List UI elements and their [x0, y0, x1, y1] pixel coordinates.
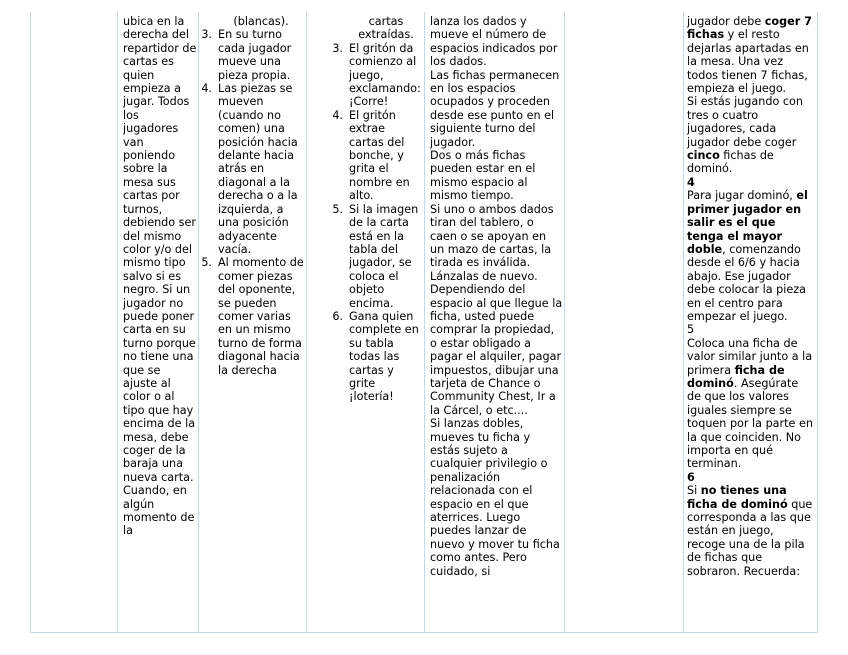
domino-paragraph — [687, 95, 815, 175]
monopoly-paragraph: Dos o más fichas pueden estar en el mismo espacio al mismo tiempo. — [430, 149, 536, 203]
list-number: 5. — [332, 202, 343, 216]
column-divider — [117, 12, 118, 632]
list-item — [332, 309, 423, 404]
column-divider — [564, 12, 565, 632]
list-item — [332, 41, 423, 109]
list-item-text: En su turno cada jugador mueve una pieza propia. — [218, 28, 292, 82]
checkers-continuation: (blancas). — [233, 15, 289, 28]
monopoly-paragraph: lanza los dados y mueve el número de espacios indicados por los dados. — [430, 15, 558, 69]
domino-rules-cell — [687, 15, 815, 578]
list-item — [332, 108, 423, 203]
list-item-text: Al momento de comer piezas del oponente, se pueden comer varias en un mismo turno de forma diagonal hacia la derecha — [218, 256, 304, 377]
step-number-text: 4 — [687, 175, 695, 189]
list-item-text: Si la imagen de la carta está en la tabla del jugador, se coloca el objeto encima. — [349, 202, 419, 310]
column-divider — [683, 12, 684, 632]
list-item — [332, 202, 423, 310]
text-span: Para jugar dominó, — [687, 189, 797, 203]
list-number: 5. — [201, 256, 212, 270]
column-divider — [424, 12, 425, 632]
bold-text: el primer jugador en salir es el que tenga el mayor doble — [687, 189, 808, 256]
list-item-text: Las piezas se mueven (cuando no comen) una posición hacia delante hacia atrás en diagonal a la derecha o a la izquierda, a una posición adyacente vacía. — [218, 82, 298, 256]
list-item — [201, 256, 304, 377]
text-span: Coloca una ficha de valor similar junto a la primera — [687, 336, 813, 377]
column-divider — [306, 12, 307, 632]
text-span: y el resto dejarlas apartadas en la mesa. Una vez todos tienen 7 fichas, empieza el juego. — [687, 28, 809, 96]
text-span: Si estás jugando con tres o cuatro jugadores, cada jugador debe coger — [687, 95, 803, 149]
domino-paragraph — [687, 337, 815, 471]
text-span: . Asegúrate de que los valores iguales siempre se toquen por la parte en la que coinciden. No importa en qué terminan. — [687, 376, 813, 471]
step-number-text: 6 — [687, 470, 695, 484]
list-number: 3. — [332, 41, 343, 55]
checkers-rules-list — [201, 28, 304, 377]
step-number — [687, 471, 815, 484]
monopoly-paragraph: Dependiendo del espacio al que llegue la ficha, usted puede comprar la propiedad, o estar obligado a pagar el alquiler, pagar impuestos, dibujar una tarjeta de Chance o Community Chest, Ir a la Cárcel, o etc.... — [430, 283, 563, 417]
step-number — [687, 176, 815, 189]
uno-rules-cell — [123, 15, 197, 538]
list-number: 6. — [332, 309, 343, 323]
text-span: , comenzando desde el 6/6 y hacia abajo. Ese jugador debe colocar la pieza en el centro para empezar el juego. — [687, 242, 806, 323]
domino-paragraph — [687, 189, 815, 323]
bold-text: no tienes una ficha de dominó — [687, 484, 788, 511]
monopoly-paragraph: Las fichas permanecen en los espacios ocupados y proceden desde ese punto en el siguiente turno del jugador. — [430, 68, 560, 149]
domino-paragraph — [687, 15, 815, 95]
bold-text: ficha de dominó — [687, 363, 785, 390]
loteria-rules-list — [332, 41, 423, 404]
list-item-text: El gritón da comienzo al juego, exclamando: ¡Corre! — [349, 41, 421, 109]
list-item — [201, 82, 304, 256]
list-number: 3. — [201, 28, 212, 42]
monopoly-paragraph: Si lanzas dobles, mueves tu ficha y estás sujeto a cualquier privilegio o penalización relacionada con el espacio en el que aterrices. Luego puedes lanzar de nuevo y mover tu ficha como antes. Pero cuidado, si — [430, 417, 560, 578]
checkers-rules-cell — [201, 15, 304, 377]
list-item — [201, 28, 304, 82]
text-span: que corresponda a las que están en juego, recoge una de la pila de fichas que sobraron. Recuerda: — [687, 497, 813, 578]
list-item-text: El gritón extrae cartas del bonche, y grita el nombre en alto. — [349, 108, 410, 203]
text-span: jugador debe — [687, 15, 765, 28]
bold-text: coger 7 fichas — [687, 15, 812, 42]
list-number: 4. — [201, 82, 212, 96]
text-span: fichas de dominó. — [687, 149, 774, 176]
text-span: Si — [687, 484, 701, 498]
bold-text: cinco — [687, 149, 720, 163]
loteria-continuation: cartas extraídas. — [358, 15, 414, 42]
step-number: 5 — [687, 323, 695, 337]
loteria-rules-cell — [332, 15, 423, 404]
monopoly-rules-cell — [430, 15, 563, 578]
column-divider — [198, 12, 199, 632]
list-number: 4. — [332, 108, 343, 122]
domino-paragraph — [687, 484, 815, 578]
uno-rules-text: ubica en la derecha del repartidor de cartas es quien empieza a jugar. Todos los jugadores van poniendo sobre la mesa sus cartas por turnos, debiendo ser del mismo color y/o del mismo tipo salvo si es negro. Si un jugador no puede poner carta en su turno porque no tiene una que se ajuste al color o al tipo que hay encima de la mesa, debe coger de la baraja una nueva carta. Cuando, en algún momento de la — [123, 15, 197, 538]
rules-table — [30, 12, 818, 633]
monopoly-paragraph: Si uno o ambos dados tiran del tablero, o caen o se apoyan en un mazo de cartas, la tirada es inválida. Lánzalas de nuevo. — [430, 202, 554, 283]
list-item-text: Gana quien complete en su tabla todas las cartas y grite ¡lotería! — [349, 309, 419, 404]
